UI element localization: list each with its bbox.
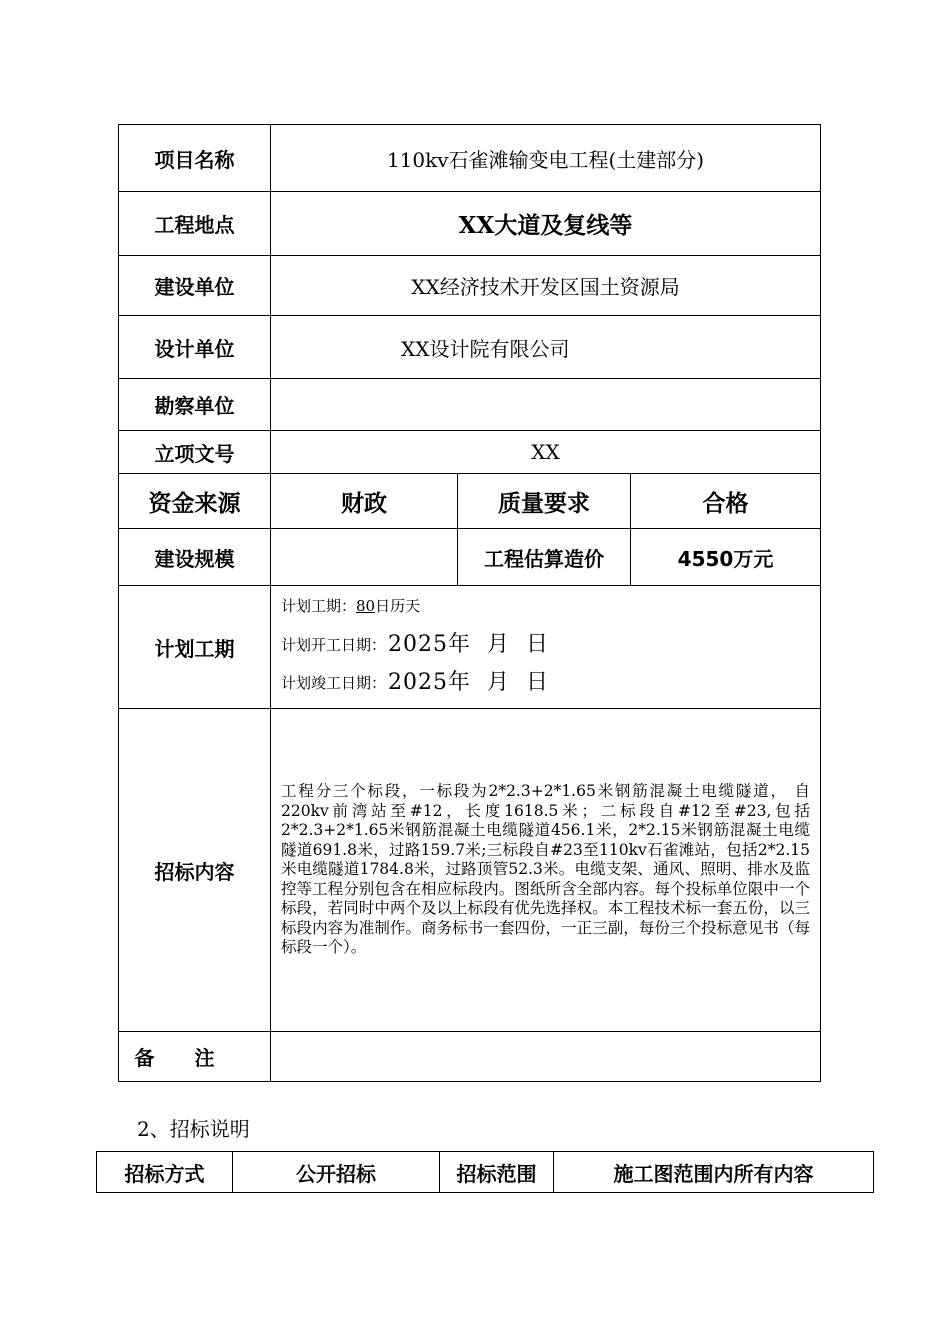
project-name-value: 110kv石雀滩输变电工程(土建部分): [271, 125, 821, 192]
duration-prefix: 计划工期：: [281, 597, 357, 615]
end-date-value: 2025年 月 日: [388, 670, 549, 695]
bid-range-value: 施工图范围内所有内容: [554, 1152, 874, 1193]
location-value: XX大道及复线等: [271, 192, 821, 256]
schedule-label: 计划工期: [119, 586, 271, 709]
row-location: [119, 192, 821, 256]
row-builder: [119, 256, 821, 316]
bid-method-label: 招标方式: [97, 1152, 233, 1193]
scale-label: 建设规模: [119, 529, 271, 586]
bid-range-label: 招标范围: [440, 1152, 554, 1193]
quality-label: 质量要求: [458, 474, 631, 529]
project-info-table: [118, 124, 821, 1082]
duration-suffix: 日历天: [375, 597, 421, 615]
row-remarks: [119, 1032, 821, 1082]
approval-label: 立项文号: [119, 431, 271, 474]
row-designer: [119, 316, 821, 379]
schedule-details: [271, 586, 821, 709]
row-surveyor: [119, 379, 821, 431]
duration-days: 80: [356, 597, 376, 615]
estimate-label: 工程估算造价: [458, 529, 631, 586]
builder-value: XX经济技术开发区国土资源局: [271, 256, 821, 316]
duration-line: [281, 592, 810, 626]
designer-label: 设计单位: [119, 316, 271, 379]
bid-row: [97, 1152, 874, 1193]
row-schedule: [119, 586, 821, 709]
remarks-value: [271, 1032, 821, 1082]
builder-label: 建设单位: [119, 256, 271, 316]
start-date-line: [281, 626, 810, 664]
section-heading: 2、招标说明: [137, 1117, 250, 1141]
end-date-label: 计划竣工日期：: [281, 674, 387, 692]
scale-value: [271, 529, 458, 586]
surveyor-value: [271, 379, 821, 431]
scope-text: 工程分三个标段，一标段为2*2.3+2*1.65米钢筋混凝土电缆隧道， 自220kv前湾站至#12，长度1618.5米；二标段自#12至#23,包括2*2.3+2*1.65米钢筋混凝土电缆隧道456.1米，2*2.15米钢筋混凝土电缆隧道691.8米，过路159.7米;三标段自#23至110kv石雀滩站，包括2*2.15米电缆隧道1784.8米，过路顶管52.3米。电缆支架、通风、照明、排水及监控等工程分别包含在相应标段内。图纸所含全部内容。每个投标单位限中一个标段，若同时中两个及以上标段有优先选择权。本工程技术标一套五份，以三标段内容为准制作。商务标书一套四份，一正三副，每份三个投标意见书（每标段一个）。: [271, 709, 821, 1032]
location-label: 工程地点: [119, 192, 271, 256]
funding-value: 财政: [271, 474, 458, 529]
row-scope: [119, 709, 821, 1032]
start-date-label: 计划开工日期：: [281, 636, 387, 654]
bid-method-table: [96, 1151, 874, 1193]
project-name-label: 项目名称: [119, 125, 271, 192]
bid-method-value: 公开招标: [233, 1152, 440, 1193]
start-date-value: 2025年 月 日: [388, 632, 549, 657]
surveyor-label: 勘察单位: [119, 379, 271, 431]
estimate-value: 4550万元: [631, 529, 821, 586]
row-approval: [119, 431, 821, 474]
end-date-line: [281, 664, 810, 702]
row-scale: [119, 529, 821, 586]
remarks-label: 备注: [119, 1032, 271, 1082]
funding-label: 资金来源: [119, 474, 271, 529]
scope-label: 招标内容: [119, 709, 271, 1032]
designer-value: XX设计院有限公司: [271, 316, 821, 379]
approval-value: XX: [271, 431, 821, 474]
row-funding: [119, 474, 821, 529]
row-project-name: [119, 125, 821, 192]
quality-value: 合格: [631, 474, 821, 529]
